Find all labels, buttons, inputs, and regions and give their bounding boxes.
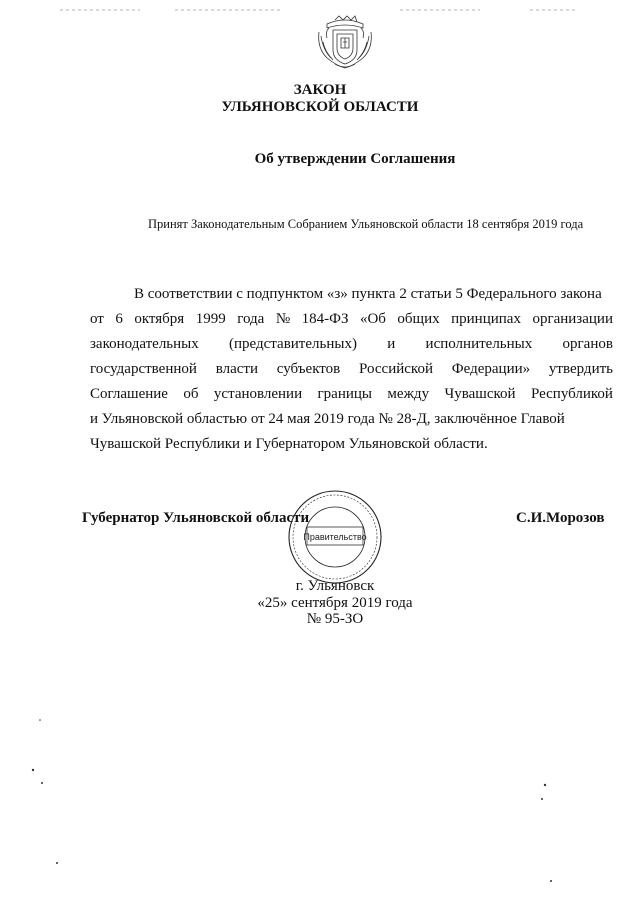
law-title: ЗАКОН	[293, 82, 347, 98]
official-seal	[285, 487, 385, 587]
body-line: от 6 октября 1999 года № 184-ФЗ «Об общих принципах организации	[90, 311, 613, 327]
adoption-note: Принят Законодательным Собранием Ульяновской области 18 сентября 2019 года	[148, 217, 584, 231]
body-line: В соответствии с подпунктом «з» пункта 2 статьи 5 Федерального закона	[134, 286, 602, 302]
body-line: Соглашение об установлении границы между Чувашской Республикой	[90, 386, 613, 402]
body-line: и Ульяновской областью от 24 мая 2019 года № 28-Д, заключённое Главой	[90, 411, 565, 427]
body-line: Чувашской Республики и Губернатором Ульяновской области.	[90, 436, 488, 452]
law-body	[90, 282, 613, 457]
law-subtitle: Об утверждении Соглашения	[254, 151, 456, 167]
body-line: государственной власти субъектов Российской Федерации» утвердить	[90, 361, 613, 377]
signatory-title: Губернатор Ульяновской области	[82, 510, 310, 526]
coat-of-arms-icon	[313, 14, 377, 70]
law-number: № 95-ЗО	[306, 611, 364, 627]
city: г. Ульяновск	[295, 578, 375, 594]
body-line: законодательных (представительных) и исполнительных органов	[90, 336, 613, 352]
signing-date: «25» сентября 2019 года	[257, 595, 413, 611]
law-region: УЛЬЯНОВСКОЙ ОБЛАСТИ	[221, 99, 419, 115]
seal-label: Правительство	[303, 532, 367, 542]
signatory-name: С.И.Морозов	[516, 510, 605, 526]
